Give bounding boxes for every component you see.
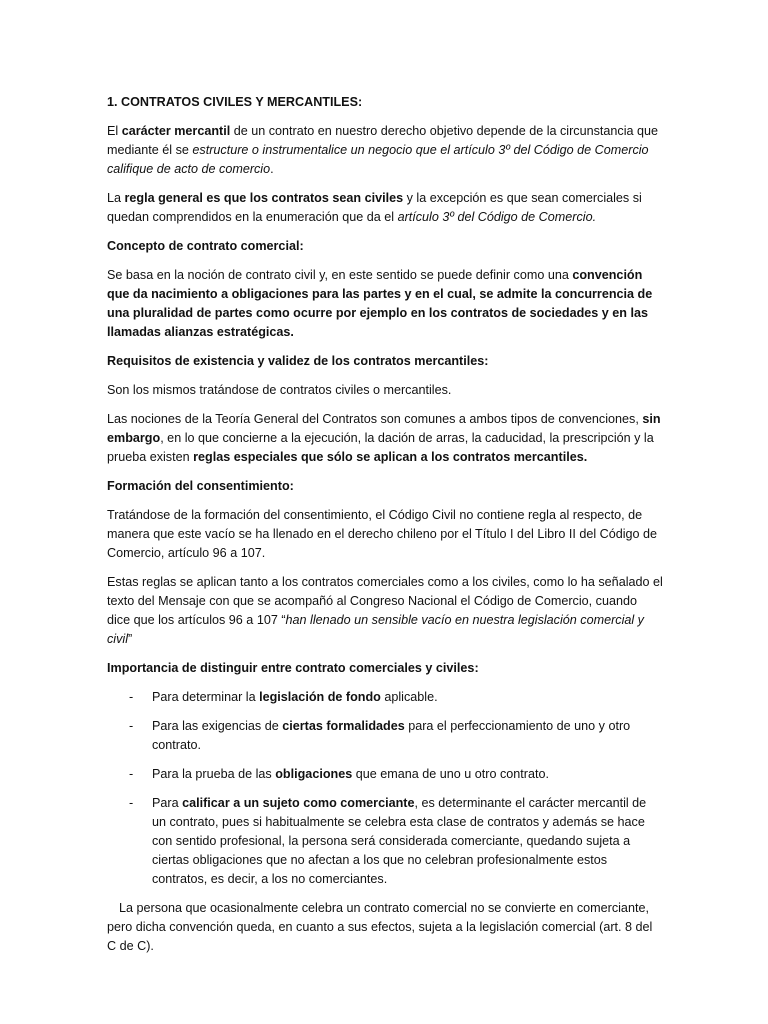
text-run: de un contrato en nuestro derecho objetivo depende de la circunstancia que mediante él se	[107, 124, 659, 157]
list-item	[107, 688, 663, 707]
text-run: , es determinante el carácter mercantil de un contrato, pues si habitualmente se celebra esta clase de contratos y además se hace con sentido profesional, la persona será considerada comerciante, quedando sujeta a ciertas obligaciones que no afectan a los que no celebran profesionalmente estos contratos, es decir, a los no comerciantes.	[152, 796, 647, 886]
text-run: La	[107, 191, 125, 205]
importance-list	[107, 688, 663, 889]
text-run: , en lo que concierne a la ejecución, la dación de arras, la caducidad, la prescripción y la prueba existen	[107, 431, 654, 464]
bold-text: reglas especiales que sólo se aplican a los contratos mercantiles.	[193, 450, 588, 464]
paragraph-regla-general	[107, 189, 663, 227]
dash-bullet: -	[129, 767, 134, 781]
paragraph-concepto	[107, 266, 663, 342]
section-title: 1. CONTRATOS CIVILES Y MERCANTILES:	[107, 95, 363, 109]
bold-text: calificar a un sujeto como comerciante	[182, 796, 415, 810]
paragraph-estas-reglas	[107, 573, 663, 649]
list-item	[107, 765, 663, 784]
bold-text: convención que da nacimiento a obligaciones para las partes y en el cual, se admite la concurrencia de una pluralidad de partes como ocurre por ejemplo en los contratos de sociedades y en las llamadas alianzas estratégicas.	[107, 268, 653, 339]
paragraph-requisitos: Son los mismos tratándose de contratos civiles o mercantiles.	[107, 383, 452, 397]
text-run: Estas reglas se aplican tanto a los contratos comerciales como a los civiles, como lo ha señalado el texto del Mensaje con que se acompañó al Congreso Nacional el Código de Comercio, cuando dice que los artículos 96 a 107 “	[107, 575, 663, 627]
paragraph-persona-ocasional: La persona que ocasionalmente celebra un contrato comercial no se convierte en comerciante, pero dicha convención queda, en cuanto a sus efectos, sujeta a la legislación comercial (art. 8 del C de C).	[107, 901, 653, 953]
subheading-requisitos: Requisitos de existencia y validez de los contratos mercantiles:	[107, 354, 489, 368]
subheading-formacion: Formación del consentimiento:	[107, 479, 294, 493]
subheading-concepto: Concepto de contrato comercial:	[107, 239, 304, 253]
text-run: Para la prueba de las	[152, 767, 276, 781]
text-run: y la excepción es que sean comerciales si quedan comprendidos en la enumeración que da el	[107, 191, 642, 224]
bold-text: regla general es que los contratos sean civiles	[124, 191, 404, 205]
bold-text: carácter mercantil	[121, 124, 231, 138]
text-run: Para las exigencias de	[152, 719, 283, 733]
italic-quote: han llenado un sensible vacío en nuestra legislación comercial y civil	[107, 613, 644, 646]
subheading-importancia: Importancia de distinguir entre contrato comerciales y civiles:	[107, 661, 479, 675]
text-run: para el perfeccionamiento de uno y otro contrato.	[152, 719, 631, 752]
text-run: aplicable.	[380, 690, 438, 704]
bold-text: obligaciones	[275, 767, 353, 781]
text-run: Para determinar la	[152, 690, 260, 704]
dash-bullet: -	[129, 690, 134, 704]
dash-bullet: -	[129, 719, 134, 733]
text-run: Las nociones de la Teoría General del Contratos son comunes a ambos tipos de convenciones,	[107, 412, 643, 426]
italic-text: estructure o instrumentalice un negocio que el artículo 3º del Código de Comercio califique de acto de comercio	[107, 143, 649, 176]
text-run: El	[107, 124, 122, 138]
list-item	[107, 794, 663, 889]
text-run: ”	[128, 632, 133, 646]
text-run: .	[270, 162, 274, 176]
bold-text: sin embargo	[107, 412, 661, 445]
text-run: Para	[152, 796, 183, 810]
paragraph-caracter-mercantil	[107, 122, 663, 179]
paragraph-formacion: Tratándose de la formación del consentimiento, el Código Civil no contiene regla al respecto, de manera que este vacío se ha llenado en el derecho chileno por el Título I del Libro II del Código de Comercio, artículo 96 a 107.	[107, 508, 658, 560]
text-run: que emana de uno u otro contrato.	[352, 767, 549, 781]
italic-text: artículo 3º del Código de Comercio.	[397, 210, 597, 224]
list-item	[107, 717, 663, 755]
paragraph-nociones	[107, 410, 663, 467]
text-run: Se basa en la noción de contrato civil y, en este sentido se puede definir como una	[107, 268, 573, 282]
bold-text: ciertas formalidades	[282, 719, 405, 733]
bold-text: legislación de fondo	[259, 690, 381, 704]
dash-bullet: -	[129, 796, 134, 810]
document-page	[107, 93, 663, 966]
